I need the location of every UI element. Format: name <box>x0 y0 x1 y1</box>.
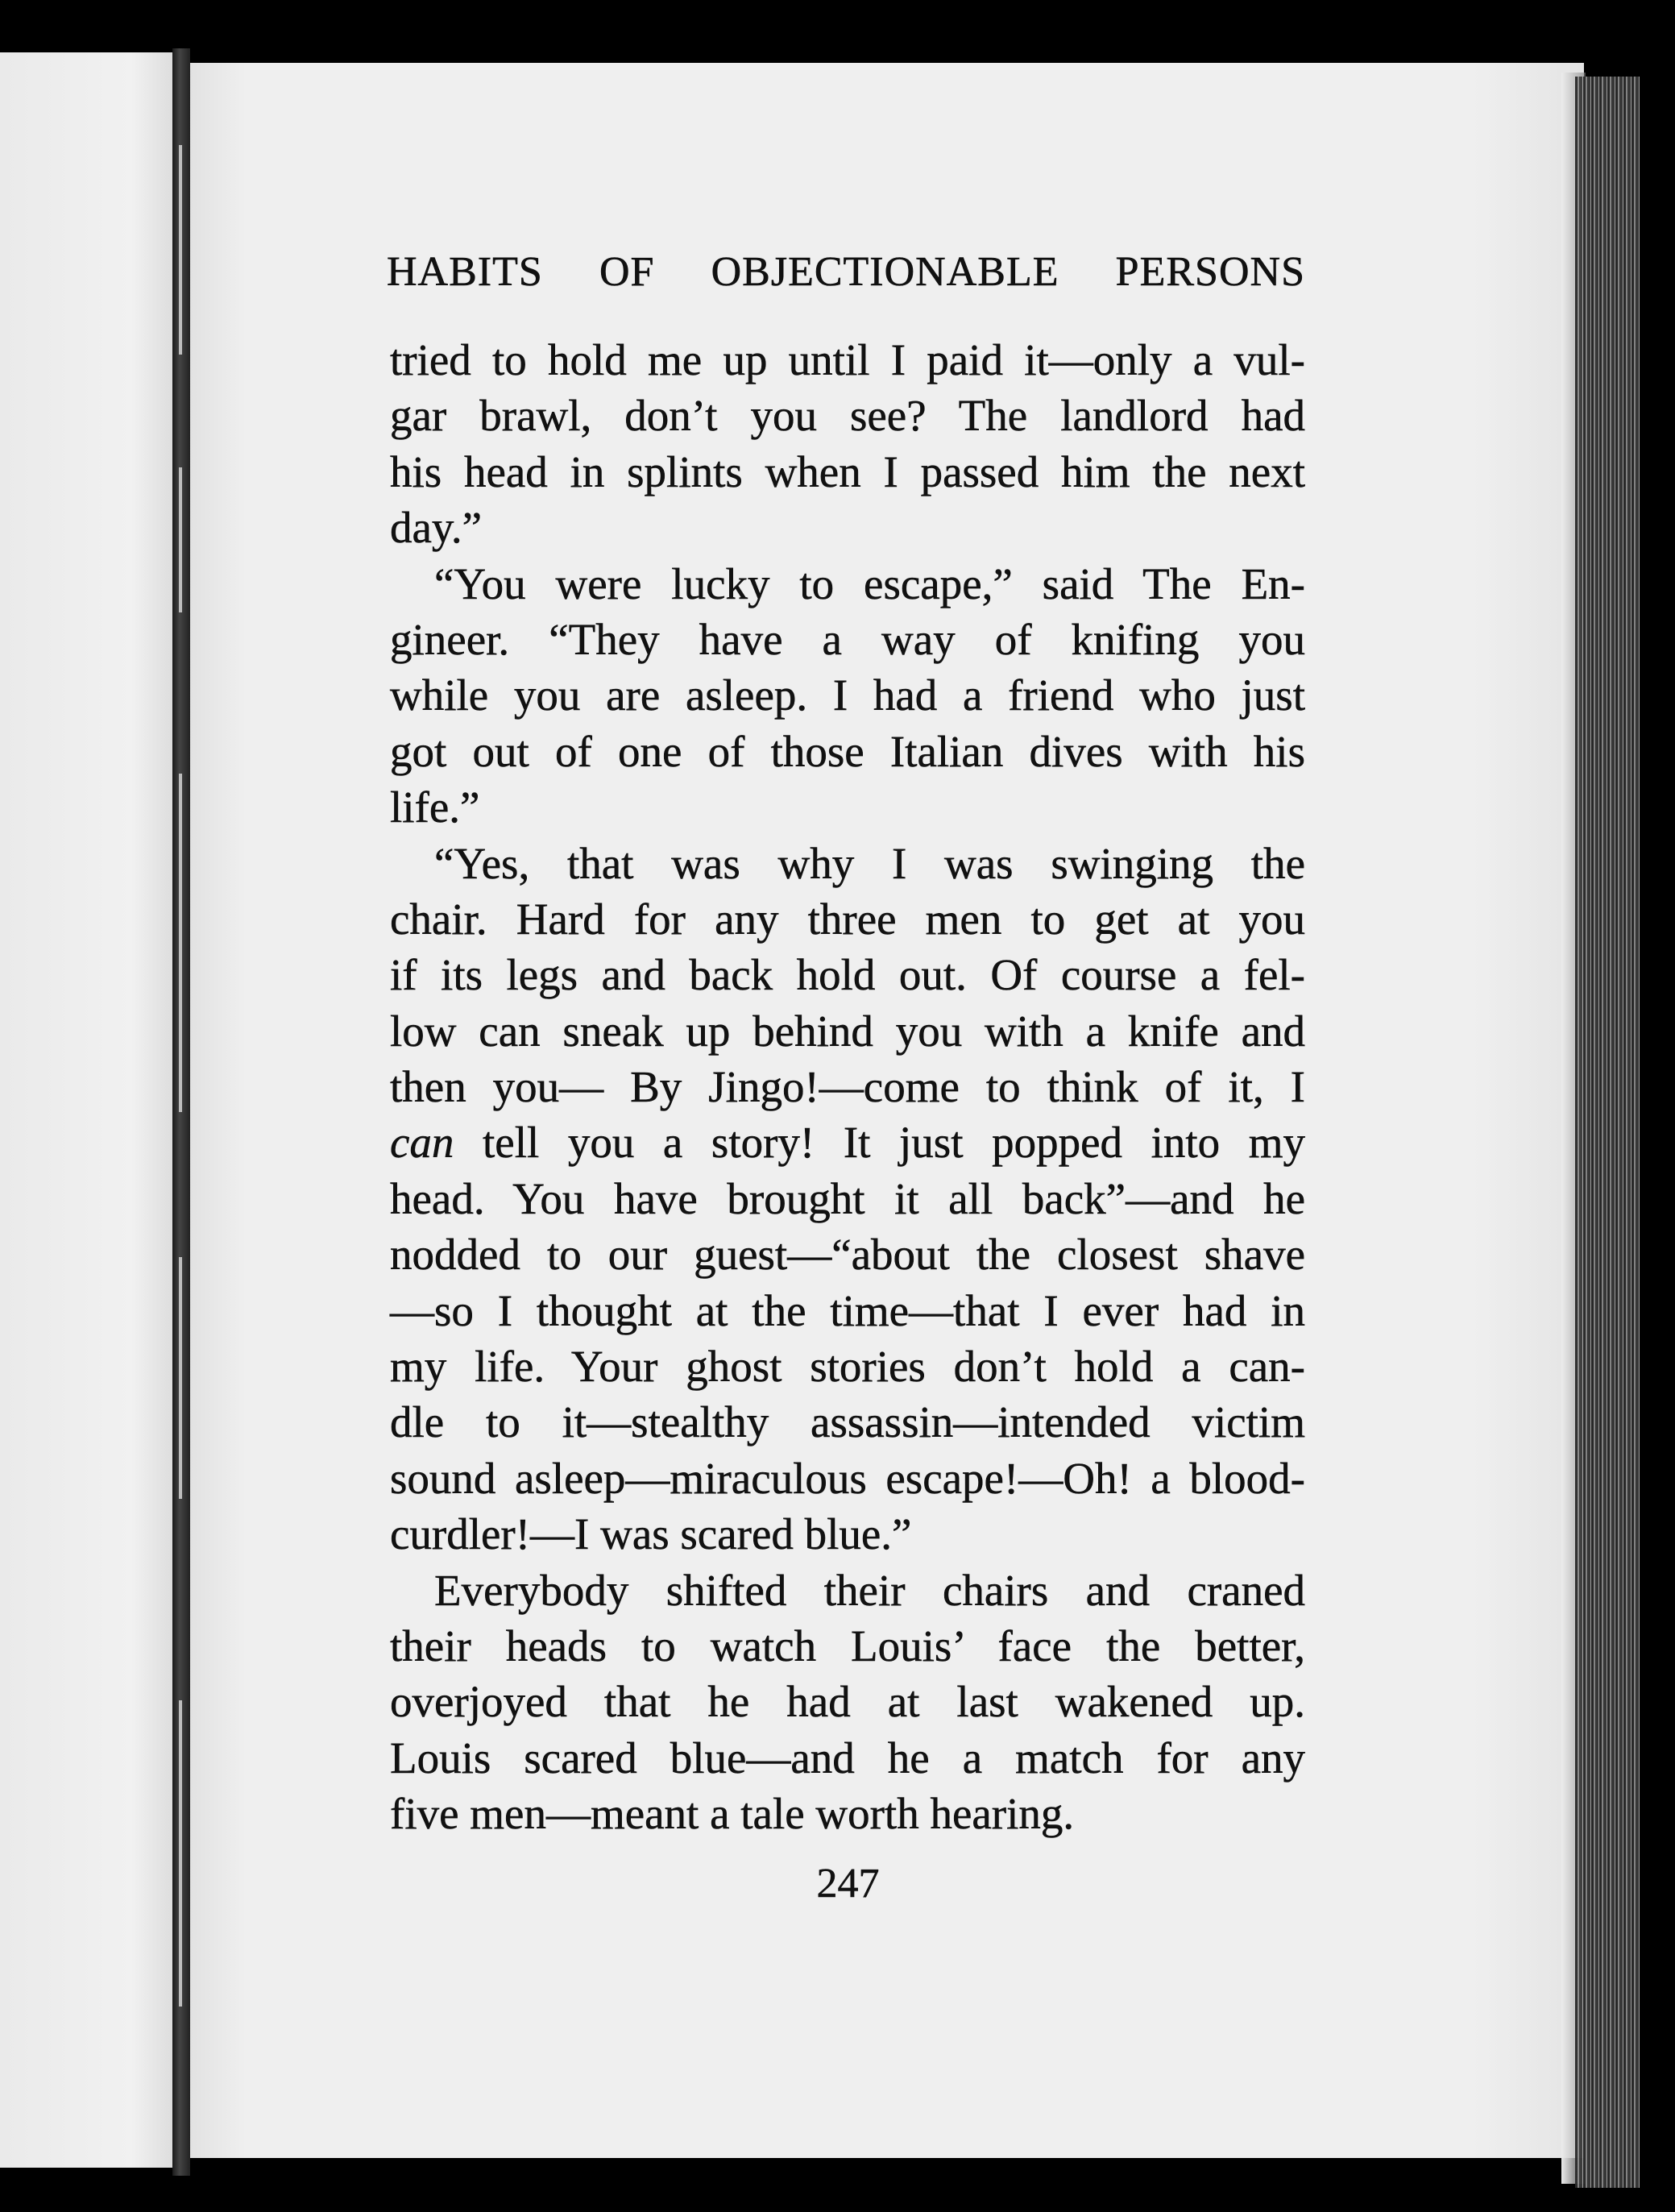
text-line: life.” <box>390 782 480 832</box>
text-line: “You were lucky to escape,” said The En- <box>434 558 1305 608</box>
text-line: while you are asleep. I had a friend who just <box>390 670 1305 720</box>
text-line: can tell you a story! It just popped into my <box>390 1118 1305 1168</box>
running-head: HABITS OF OBJECTIONABLE PERSONS <box>387 249 1305 295</box>
text-line: overjoyed that he had at last wakened up. <box>390 1677 1305 1727</box>
paragraph <box>390 556 1305 836</box>
text-line: Everybody shifted their chairs and craned <box>434 1565 1305 1615</box>
italic-emphasis: can <box>390 1118 454 1168</box>
text-line: gineer. “They have a way of knifing you <box>390 614 1305 664</box>
text-line: nodded to our guest—“about the closest shave <box>390 1230 1305 1280</box>
text-line: day.” <box>390 503 483 553</box>
text-line: low can sneak up behind you with a knife and <box>390 1006 1305 1056</box>
text-line: sound asleep—miraculous escape!—Oh! a blood- <box>390 1453 1305 1503</box>
text-line: head. You have brought it all back”—and he <box>390 1173 1305 1223</box>
body-text <box>390 332 1305 1842</box>
text-line: my life. Your ghost stories don’t hold a can- <box>390 1342 1305 1392</box>
text-line: Louis scared blue—and he a match for any <box>390 1733 1305 1782</box>
paragraph <box>390 836 1305 1563</box>
text-line: —so I thought at the time—that I ever had in <box>390 1285 1305 1335</box>
text-line: chair. Hard for any three men to get at you <box>390 894 1305 944</box>
text-line: their heads to watch Louis’ face the better, <box>390 1621 1305 1670</box>
text-line: tried to hold me up until I paid it—only a vul- <box>390 335 1305 384</box>
previous-page-edge <box>0 52 176 2168</box>
text-line: gar brawl, don’t you see? The landlord had <box>390 391 1305 441</box>
text-line: “Yes, that was why I was swinging the <box>434 838 1305 888</box>
page-number: 247 <box>816 1861 880 1907</box>
text-line: curdler!—I was scared blue.” <box>390 1509 912 1559</box>
book-gutter <box>172 48 190 2176</box>
text-line: five men—meant a tale worth hearing. <box>390 1789 1075 1839</box>
text-line: got out of one of those Italian dives with his <box>390 726 1305 776</box>
text-line: dle to it—stealthy assassin—intended victim <box>390 1397 1305 1447</box>
paragraph <box>390 332 1305 556</box>
text-line: if its legs and back hold out. Of course a fel- <box>390 950 1305 1000</box>
text-line: then you— By Jingo!—come to think of it, I <box>390 1062 1305 1112</box>
paragraph <box>390 1563 1305 1842</box>
text-line: his head in splints when I passed him the next <box>390 446 1305 496</box>
